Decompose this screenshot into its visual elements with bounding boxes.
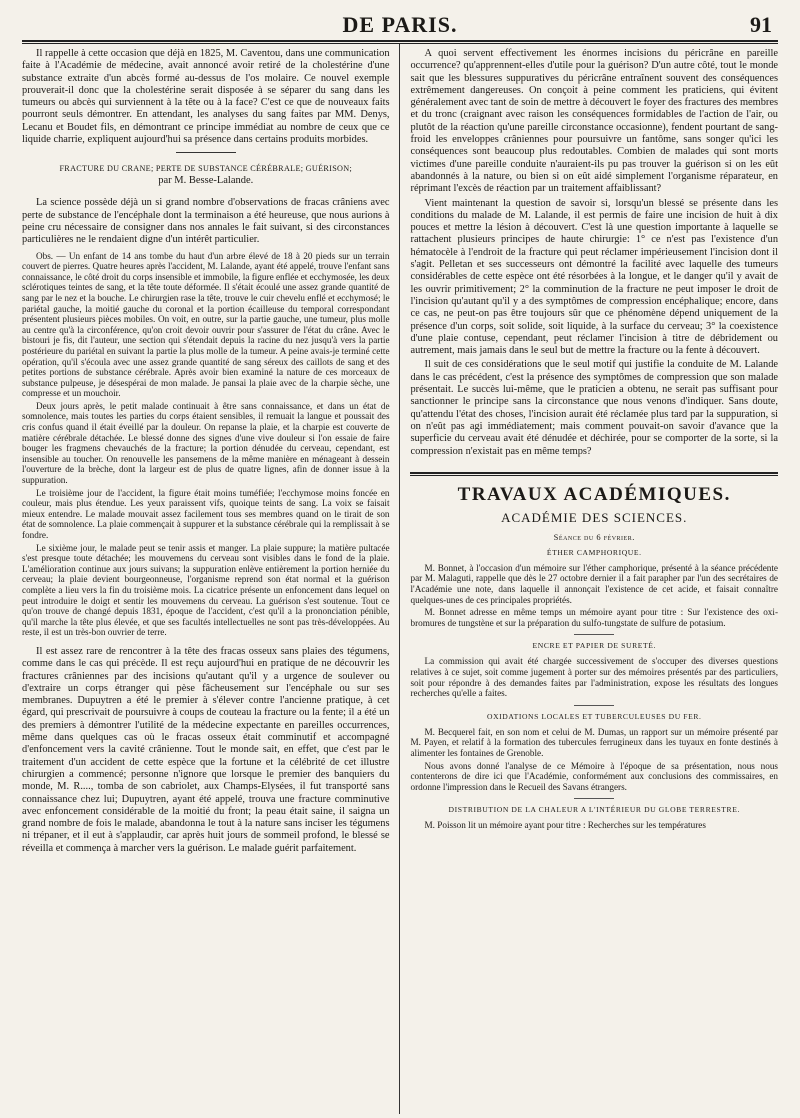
observation-paragraph: Obs. — Un enfant de 14 ans tombe du haut d'un arbre élevé de 18 à 20 pieds sur un terrain couvert de pierres. Quatre heures après l'accident, M. Lalande, ayant été appelé, trouve l'enfant sans connaissance, le côté droit du corps insensible et immobile, la figure enflée et ecchymosée, les deux sclérotiques teintes de sang, et la tête toute déformée. Il s'était écoulé une assez grande quantité de sang par le nez et la bouche. Le chirurgien rase la tête, trouve le cuir chevelu enflé et ecchymosé; le pariétal gauche, la moitié gauche du coronal et la portion écailleuse du temporal correspondant présentent plusieurs pièces mobiles. On voit, en outre, sur la partie gauche, une tumeur, plus molle au centre qu'à la circonférence, qu'on croit devoir ouvrir pour s'assurer de l'état du crâne. Avec le bistouri je fis, dit l'auteur, une section qui s'étendait depuis la racine du nez jusqu'à vers la partie postérieure du pariétal en suivant la partie la plus molle de la tumeur. A peine avais-je terminé cette opération, qu'il s'écoula avec une assez grande quantité de sang séreux des caillots de sang et des petites portions de substance cérébrale. Après avoir bien examiné la nature de ces morceaux de substance pulpeuse, je désespérai de mon malade. Je pansai la plaie avec de la charpie sèche, une compresse et un mouchoir.: [22, 250, 390, 399]
page-header: [22, 0, 778, 40]
ether-paragraph: M. Bonnet adresse en même temps un mémoire ayant pour titre : Sur l'existence des oxi-bromures de tungstène et sur la préparation du sulfo-tungstate de sulfure de potasium.: [410, 607, 778, 628]
distribution-title: DISTRIBUTION DE LA CHALEUR A L'INTÉRIEUR DU GLOBE TERRESTRE.: [448, 805, 740, 815]
oxidations-block: [410, 727, 778, 793]
divider-line: [574, 798, 614, 799]
section-rule: [410, 472, 778, 476]
fracture-intro-paragraph: La science possède déjà un si grand nombre d'observations de fracas crâniens avec perte de substance de l'encéphale dont la terminaison a été heureuse, que nous aurions à peine cru nécessaire de consigner dans nos annales le fait suivant, si des circonstances particulières ne le rendaient digne d'un intérêt particulier.: [22, 197, 390, 246]
section-divider: [176, 152, 236, 153]
commentary-paragraph: Il est assez rare de rencontrer à la tête des fracas osseux sans plaies des tégumens, comme dans le cas qui précède. Il est reçu aujourd'hui en pratique de ne découvrir les fractures crâniennes par des incisions qu'autant qu'il y a urgence de soulever ou d'extraire un corps étranger qui pèse fâcheusement sur l'encéphale ou sur ses membranes. Dupuytren a été le premier à s'élever contre l'ancienne pratique, à cet égard, qui prescrivait de poursuivre à coups de couteau la fracture ou la fente; il a été un des premiers à démontrer l'utilité de la médecine expectante en pareilles occurrences, même dans quelques cas où le fracas osseux était comminutif et accompagné d'enfoncement vers la cavité crânienne. Tout le monde sait, en effet, que c'est par le traitement d'un accident de cette espèce que la fortune et la célébrité de cet illustre chirurgien a commencé; personne n'ignore que lorsque le premier des banquiers du monde, M. R...., tomba de son cabriolet, aux Champs-Elysées, il fut transporté sans connaissance chez lui; Dupuytren, ayant été appelé, trouva une fracture comminutive avec enfoncement considérable de la moitié du front; la peau était saine, il saigna un grand nombre de fois le malade, abandonna le tout à la nature sans inciser les tégumens ni trépaner, et il eut à s'applaudir, car après huit jours de sommeil profond, le blessé se réveilla et commença à marcher vers la guérison. Le malade guérit parfaitement.: [22, 645, 390, 854]
distribution-paragraph: M. Poisson lit un mémoire ayant pour titre : Recherches sur les températures: [424, 820, 706, 831]
fracture-author-line: par M. Besse-Lalande.: [158, 175, 254, 187]
columns: [22, 44, 778, 1114]
observation-block: [22, 251, 390, 638]
observation-paragraph: Deux jours après, le petit malade continuait à être sans connaissance, et dans un état de somnolence, mais toutes les parties du corps étaient sensibles, il remuait la langue et poussait des cris confus quand il était éveillé par la douleur. On repanse la plaie, et la charpie est couverte de matière cérébrale détachée. Le blessé donne des signes d'une vive douleur si l'on essaie de faire bouger les fragmens chevauchés de la fracture; la portion dénudée du cerveau, cependant, est insensible au toucher. On renouvelle les pansemens de la même manière en ménageant à dessein l'ouverture de la brèche, dont la largeur est de plus de quatre lignes, afin de donner issue à la suppuration.: [22, 400, 390, 486]
page-title: DE PARIS.: [342, 12, 458, 37]
column-separator: [399, 44, 402, 1114]
left-column: [22, 44, 390, 1114]
discussion-paragraph: Il suit de ces considérations que le seul motif qui justifie la conduite de M. Lalande dans le cas précédent, c'est la présence des symptômes de compression que son malade présentait. Le succès lui-même, que le praticien a obtenu, ne serait pas suffisant pour sanctionner le principe sans la circonstance que nous venons d'indiquer. Sans doute, qu'attendu l'état des choses, l'incision aurait été réclamée plus tard par la suppuration, si on n'eût pas agi immédiatement; mais comment pouvait-on savoir d'avance que la superficie du cerveau avait été dénudée et déchirée, pour se comporter de la sorte, si la compression n'existait pas en même temps?: [410, 359, 778, 457]
divider-line: [574, 634, 614, 635]
distribution-block: [410, 820, 778, 831]
fracture-intro-block: [22, 197, 390, 246]
discussion-paragraph: A quoi servent effectivement les énormes incisions du péricrâne en pareille occurrence? qu'apprennent-elles d'utile pour la guérison? D'un autre côté, tout le monde sait que les blessures suppuratives du péricrâne entraînent souvent des conséquences extrêmement dangereuses. On conçoit à peine comment les praticiens, qui évitent généralement avec tant de soin de mettre à découvert le foyer des fractures des membres et du tronc (craignant avec raison les conséquences formidables de l'action de l'air, ou plutôt de la réaction qu'une pareille circonstance occasionne), fendent pourtant de sang-froid les enveloppes crâniennes pour poursuivre un fantôme, sans songer qu'ici les conséquences sont beaucoup plus redoutables. Combien de malades qui sont morts victimes d'une pareille conduite n'auraient-ils pu pas trouver la guérison si on les eût abandonnés à la nature, ou bien si on eût aidé simplement l'organisme réparateur, en réprimant l'excès de réaction par un traitement affaiblissant?: [410, 48, 778, 195]
encre-paragraph: La commission qui avait été chargée successivement de s'occuper des diverses questions relatives à ce sujet, soit comme jugement à porter sur des mémoires présentés par des particuliers, soit pour répondre à des demandes faites par l'administration, expose les résultats des longues recherches qu'elle a faites.: [410, 656, 778, 699]
observation-paragraph: Le troisième jour de l'accident, la figure était moins tuméfiée; l'ecchymose moins foncée en couleur, mais plus étendue. Les yeux paraissent vifs, quoique teints de sang. La voix se faisait mieux entendre. Le malade mouvait assez facilement tous ses membres quand on le tirait de son état de somnolence. La plaie commençait à suppurer et la substance cérébrale qui la remplissait à se fondre.: [22, 487, 390, 540]
intro-paragraph: Il rappelle à cette occasion que déjà en 1825, M. Caventou, dans une communication faite à l'Académie de médecine, avait annoncé avoir retiré de la cholestérine d'une substance extraite d'un abcès formé au-dessus de l'os molaire. Ce nouvel exemple prouverait-il donc que la cholestérine serait disposée à se séparer du sang dans les tumeurs ou abcès qui surviennent à la tête ou à la face? C'est ce que de nouveaux faits pourront seuls démontrer. En attendant, les analyses du sang faites par MM. Denys, Lecanu et Boudet fils, en démontrant ce principe immédiat au nombre de ceux que ce liquide charrie, expliquent aujourd'hui sa présence dans certains produits morbides.: [22, 48, 390, 146]
discussion-paragraph: Vient maintenant la question de savoir si, lorsqu'un blessé se présente dans les conditions du malade de M. Lalande, il est permis de faire une incision de huit à dix pouces et mettre la lésion à découvert. C'est là une question importante à laquelle se rattachent plusieurs principes de haute chirurgie: 1° ce n'est pas l'existence d'un hématocèle à l'endroit de la fracture qui peut réclamer impérieusement l'incision dont il s'agit. Pelletan et ses successeurs ont démontré la facilité avec laquelle des tumeurs considérables de cette espèce ont été résorbées à la longue, et le danger qu'il y avait de les ouvrir primitivement; 2° la comminution de la fracture ne peut imposer le droit de l'incision qu'autant qu'il y a des symptômes de compression encéphalique; encore, dans ce cas, ne peut-on pas être toujours sûr que ce phénomène dépend uniquement de la présence d'un corps, soit solide, soit liquide, à la surface du cerveau; 3° la coexistence d'une plaie contuse, cependant, peut réclamer l'incision à titre de débridement ou autrement, mais jamais dans le seul but de mettre la fracture ou la fente à découvert.: [410, 197, 778, 357]
encre-block: [410, 656, 778, 698]
ether-paragraph: M. Bonnet, à l'occasion d'un mémoire sur l'éther camphorique, présenté à la séance précédente par M. Malaguti, rappelle que dès le 27 octobre dernier il a fait parapher par l'un des secrétaires de l'Académie une note, dans laquelle il annonçait l'existence de cet acide, et faisait connaître quelques-unes de ces principales propriétés.: [410, 562, 778, 605]
oxidations-paragraph: M. Becquerel fait, en son nom et celui de M. Dumas, un rapport sur un mémoire présenté par M. Payen, et relatif à la formation des tubercules ferrugineux dans les tuyaux en fonte destinés à alimenter les fontaines de Grenoble.: [410, 726, 778, 758]
commentary-block: [22, 646, 390, 855]
page-number: 91: [750, 12, 772, 37]
oxidations-paragraph: Nous avons donné l'analyse de ce Mémoire à l'époque de sa présentation, nous nous contenterons de dire ici que l'Académie, conformément aux conclusions des commissaires, en ordonne l'impression dans le Recueil des Savans étrangers.: [410, 760, 778, 792]
ether-block: [410, 563, 778, 629]
travaux-title: TRAVAUX ACADÉMIQUES.: [457, 483, 731, 505]
divider-line: [574, 705, 614, 706]
oxidations-title: OXIDATIONS LOCALES ET TUBERCULEUSES DU FER.: [486, 711, 702, 721]
ether-title: ÉTHER CAMPHORIQUE.: [546, 547, 642, 557]
academie-title: ACADÉMIE DES SCIENCES.: [501, 509, 688, 525]
seance-date: Séance du 6 février.: [553, 531, 635, 542]
intro-block: [22, 48, 390, 146]
discussion-block: [410, 48, 778, 458]
encre-title: ENCRE ET PAPIER DE SURETÉ.: [532, 641, 656, 651]
observation-paragraph: Le sixième jour, le malade peut se tenir assis et manger. La plaie suppure; la matière pultacée s'est presque toute détachée; les mouvemens du cerveau sont visibles dans le fond de la plaie. L'amélioration continue aux jours suivans; la suppuration enlève entièrement la portion herniée du cerveau; la plaie devient bourgeonneuse, l'organisme reprend son état normal et la guérison complète a lieu vers la fin du troisième mois. La cicatrice présente un enfoncement dans lequel on peut introduire le doigt et sentir les mouvemens du cerveau. La guérison s'est soutenue. Tout ce qu'on trouve de changé depuis 1831, époque de l'accident, c'est qu'il a la prononciation pénible, qu'il marche la tête plus élevée, et que ses facultés intellectuelles ne sont pas très-développées. Au reste, il est un très-bon ouvrier de terre.: [22, 542, 390, 638]
fracture-title-line: FRACTURE DU CRANE; PERTE DE SUBSTANCE CÉRÉBRALE; GUÉRISON;: [59, 164, 353, 174]
fracture-section-title: [22, 163, 390, 187]
right-column: [410, 44, 778, 1114]
